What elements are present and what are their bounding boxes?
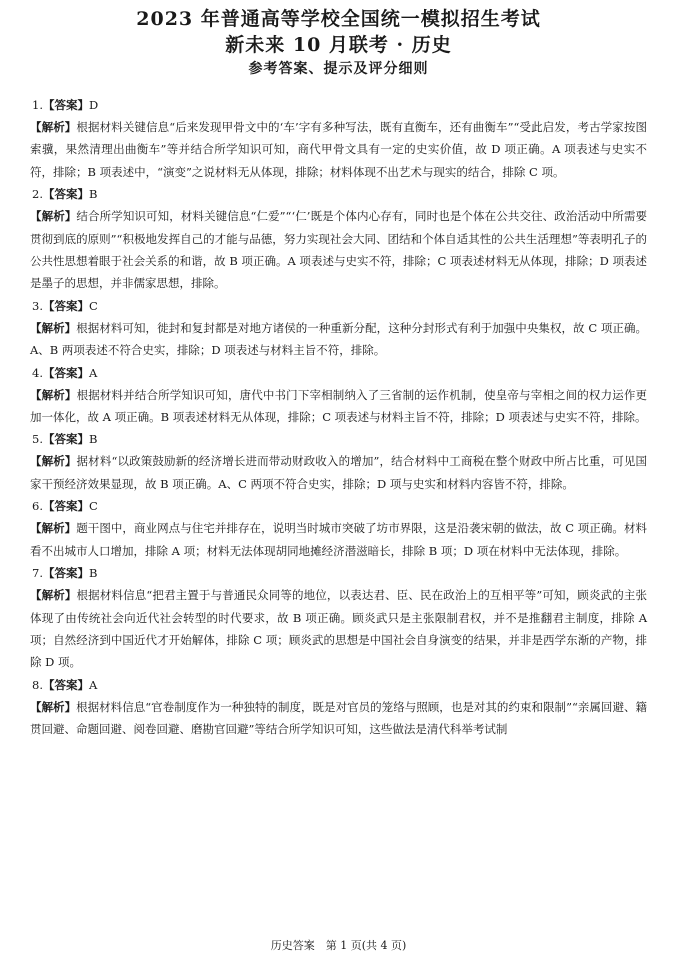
explanation-tag: 【解析】 (30, 588, 77, 603)
answer-line (32, 428, 647, 450)
exam-subtitle: 新未来 10 月联考 · 历史 (225, 34, 452, 56)
answer-value: C (88, 499, 98, 514)
answer-line (32, 295, 647, 317)
question-list (30, 94, 647, 741)
explanation-text: 根据材料关键信息“后来发现甲骨文中的‘车’字有多种写法，既有直衡车，还有曲衡车”“受此启发，考古学家按图索骥，果然清理出曲衡车”等并结合所学知识可知，商代甲骨文具有一定的史实价值，故 D 项正确。A 项表述与史实不符，排除；B 项表述中，“演变”之说材料无从体现，排除；材料体现不出艺术与现实的结合，排除 C 项。 (30, 120, 648, 179)
explanation-paragraph (30, 205, 647, 295)
answer-tag: 【答案】 (42, 499, 89, 514)
answer-tag: 【答案】 (42, 98, 89, 112)
explanation-text: 根据材料信息“把君主置于与普通民众同等的地位，以表达君、臣、民在政治上的互相平等”可知，顾炎武的主张体现了由传统社会向近代社会转型的时代要求，故 B 项正确。顾炎武只是主张限制君权，并不是推翻君主制度，排除 A 项；自然经济到中国近代才开始解体，排除 C 项；顾炎武的思想是中国社会自身演变的结果，并非是西学东渐的产物，排除 D 项。 (30, 588, 647, 670)
explanation-tag: 【解析】 (30, 521, 77, 536)
explanation-text: 根据材料可知，徙封和复封都是对地方诸侯的一种重新分配，这种分封形式有利于加强中央集权，故 C 项正确。A、B 两项表述不符合史实，排除；D 项表述与材料主旨不符，排除。 (30, 320, 647, 358)
explanation-text: 结合所学知识可知，材料关键信息“仁爱”“‘仁’既是个体内心存有，同时也是个体在公共交往、政治活动中所需要贯彻到底的原则”“积极地发挥自己的才能与品德，努力实现社会大同、团结和个体自适其性的公共生活理想”等表明孔子的公共性思想着眼于社会关系的和谐，故 B 项正确。A 项表述与史实不符，排除；C 项表述材料无从体现，排除；D 项表述是墨子的思想，并非儒家思想，排除。 (30, 209, 647, 291)
explanation-tag: 【解析】 (30, 320, 77, 335)
exam-title: 2023 年普通高等学校全国统一模拟招生考试 (136, 8, 541, 30)
question-item (30, 295, 647, 362)
answer-tag: 【答案】 (42, 298, 89, 313)
answer-tag: 【答案】 (42, 365, 89, 380)
explanation-paragraph (30, 696, 647, 741)
answer-value: B (88, 187, 98, 202)
document-header (30, 6, 647, 80)
explanation-paragraph (30, 450, 647, 495)
answer-key-heading: 参考答案、提示及评分细则 (248, 61, 429, 77)
question-item (30, 183, 647, 295)
question-item (30, 674, 647, 741)
explanation-text: 据材料“以政策鼓励新的经济增长进而带动财政收入的增加”，结合材料中工商税在整个财政中所占比重，可见国家干预经济效果显现，故 B 项正确。A、C 两项不符合史实，排除；D 项与史实和材料内容皆不符，排除。 (30, 454, 647, 491)
answer-line (32, 183, 647, 205)
answer-value: D (88, 98, 99, 112)
answer-value: A (88, 365, 98, 380)
explanation-text: 题干图中，商业网点与住宅并排存在，说明当时城市突破了坊市界限，这是沿袭宋朝的做法，故 C 项正确。材料看不出城市人口增加，排除 A 项；材料无法体现胡同地摊经济潜滋暗长，排除 B 项；D 项在材料中无法体现，排除。 (30, 521, 647, 558)
question-item (30, 428, 647, 495)
explanation-tag: 【解析】 (30, 387, 77, 402)
question-number: 4. (32, 365, 43, 380)
explanation-paragraph (30, 317, 647, 362)
question-item (30, 362, 647, 429)
question-number: 8. (32, 677, 43, 692)
explanation-tag: 【解析】 (30, 120, 77, 134)
question-number: 6. (32, 499, 43, 514)
answer-line (32, 94, 647, 116)
question-number: 3. (32, 298, 43, 313)
explanation-paragraph (30, 584, 647, 674)
answer-value: B (88, 566, 98, 581)
question-item (30, 94, 647, 183)
answer-line (32, 495, 647, 517)
explanation-paragraph (30, 116, 647, 183)
answer-value: A (88, 677, 98, 692)
question-number: 2. (32, 187, 43, 202)
explanation-tag: 【解析】 (30, 209, 77, 224)
explanation-tag: 【解析】 (30, 699, 77, 714)
answer-tag: 【答案】 (42, 566, 89, 581)
question-number: 5. (32, 432, 43, 447)
page-footer: 历史答案 第 1 页(共 4 页) (270, 939, 407, 952)
question-item (30, 562, 647, 674)
explanation-text: 根据材料并结合所学知识可知，唐代中书门下宰相制纳入了三省制的运作机制，使皇帝与宰相之间的权力运作更加一体化，故 A 项正确。B 项表述材料无从体现，排除；C 项表述与材料主旨不符，排除；D 项表述与史实不符，排除。 (30, 387, 647, 425)
question-number: 7. (32, 566, 43, 581)
answer-value: C (88, 298, 98, 313)
explanation-text: 根据材料信息“官卷制度作为一种独特的制度，既是对官员的笼络与照顾，也是对其的约束和限制”“亲属回避、籍贯回避、命题回避、阅卷回避、磨勘官回避”等结合所学知识可知，这些做法是清代科举考试制 (30, 699, 647, 737)
question-number: 1. (32, 98, 43, 112)
answer-line (32, 674, 647, 696)
answer-line (32, 562, 647, 584)
question-item (30, 495, 647, 562)
explanation-paragraph (30, 517, 647, 562)
answer-tag: 【答案】 (42, 677, 89, 692)
explanation-tag: 【解析】 (30, 454, 77, 469)
answer-tag: 【答案】 (42, 432, 89, 447)
explanation-paragraph (30, 384, 647, 429)
answer-line (32, 362, 647, 384)
answer-tag: 【答案】 (42, 187, 89, 202)
answer-value: B (88, 432, 98, 447)
